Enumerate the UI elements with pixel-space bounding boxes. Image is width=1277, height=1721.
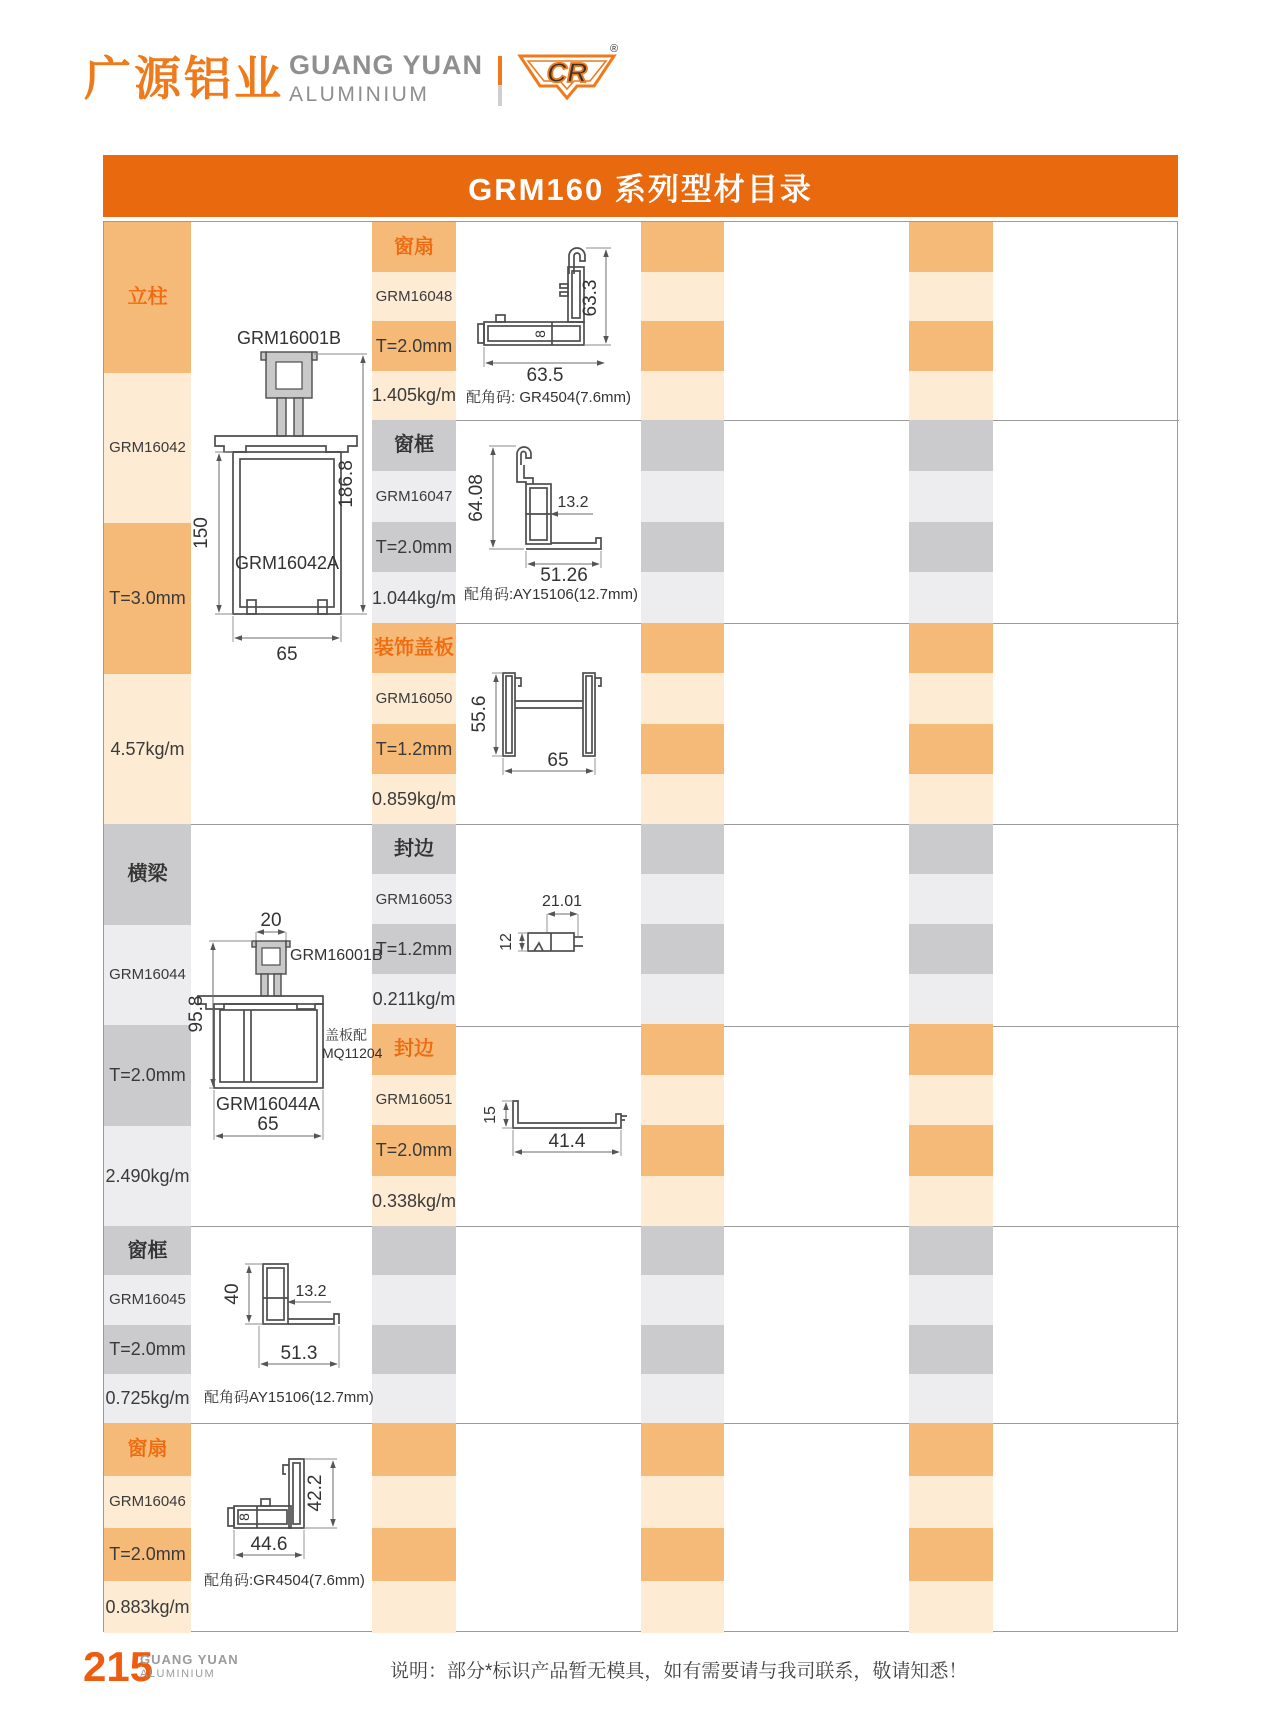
- label-column-3: [641, 222, 724, 1631]
- drawing-grm16045: [191, 1226, 372, 1423]
- dim-height: 15: [482, 1106, 499, 1124]
- section-thickness: T=1.2mm: [372, 724, 456, 774]
- page-number: 215: [83, 1643, 154, 1690]
- section-code: GRM16051: [372, 1075, 456, 1126]
- footer-note: 说明：部分*标识产品暂无模具，如有需要请与我司联系，敬请知悉！: [390, 1661, 968, 1682]
- section-weight: 0.211kg/m: [372, 974, 456, 1024]
- dim-width: 65: [257, 1114, 279, 1135]
- section-code: GRM16044: [104, 925, 191, 1026]
- corner-code-note: 配角码:AY15106(12.7mm): [464, 586, 638, 603]
- section-title: 窗框: [104, 1226, 191, 1275]
- dim-height-body: 150: [191, 517, 212, 549]
- corner-code-note: 配角码AY15106(12.7mm): [204, 1389, 374, 1406]
- section-weight: 0.725kg/m: [104, 1374, 191, 1423]
- col2-section-empty-2: [372, 1423, 456, 1633]
- dim-width: 51.3: [280, 1343, 318, 1364]
- brand-logo-en-secondary: ALUMINIUM: [289, 83, 430, 106]
- section-title: 窗扇: [104, 1423, 191, 1476]
- drawing-body-label: GRM16044A: [215, 1094, 321, 1114]
- section-code: GRM16048: [372, 272, 456, 322]
- col2-section-fengbian-2: [372, 1024, 456, 1226]
- catalog-table: [103, 221, 1178, 1632]
- section-code: GRM16045: [104, 1275, 191, 1324]
- drawing-grm16046: [191, 1423, 372, 1633]
- section-thickness: T=2.0mm: [372, 1125, 456, 1176]
- cover-note-line1: 盖板配: [325, 1027, 367, 1043]
- brand-logo-en-primary: GUANG YUAN: [289, 50, 484, 80]
- drawing-grm16051: [456, 1026, 641, 1228]
- corner-code-note: 配角码:GR4504(7.6mm): [204, 1572, 365, 1589]
- drawing-top-label: GRM16001B: [290, 947, 383, 964]
- col2-section-empty-1: [372, 1226, 456, 1423]
- section-weight: 0.859kg/m: [372, 774, 456, 824]
- dim-height-total: 186.8: [336, 460, 357, 508]
- section-weight: 4.57kg/m: [104, 674, 191, 825]
- section-title: 立柱: [104, 222, 191, 373]
- section-code: GRM16053: [372, 874, 456, 924]
- dim-height: 63.3: [580, 279, 601, 317]
- section-title: 装饰盖板: [372, 623, 456, 673]
- dim-width: 51.26: [540, 565, 588, 586]
- section-thickness: T=2.0mm: [104, 1325, 191, 1374]
- section-code: GRM16047: [372, 471, 456, 522]
- col1-section-chuangshan: [104, 1423, 191, 1633]
- cr-logo-icon: [517, 44, 617, 110]
- dim-width: 63.5: [526, 365, 564, 386]
- dim-box-width: 13.2: [295, 1283, 327, 1300]
- section-title: 窗框: [372, 420, 456, 471]
- label-column-2: [372, 222, 456, 1631]
- section-weight: 1.044kg/m: [372, 572, 456, 623]
- corner-code-note: 配角码: GR4504(7.6mm): [466, 389, 632, 406]
- section-weight: 1.405kg/m: [372, 371, 456, 421]
- section-weight: 0.883kg/m: [104, 1581, 191, 1634]
- drawing-body-label: GRM16042A: [234, 553, 340, 573]
- catalog-title: GRM160 系列型材目录: [103, 155, 1178, 217]
- dim-width: 65: [547, 750, 569, 771]
- registered-mark: ®: [609, 43, 619, 55]
- section-title: 窗扇: [372, 222, 456, 272]
- col2-section-zhuangshigaiban: [372, 623, 456, 824]
- section-weight: 0.338kg/m: [372, 1176, 456, 1227]
- label-column-1: [104, 222, 191, 1631]
- drawing-top-label: GRM16001B: [236, 328, 342, 348]
- section-title: 封边: [372, 1024, 456, 1075]
- dim-height: 95.8: [186, 995, 207, 1033]
- dim-box-width: 13.2: [557, 494, 589, 511]
- dim-height: 55.6: [469, 695, 490, 733]
- dim-height: 12: [498, 933, 515, 951]
- dim-width: 65: [276, 644, 298, 665]
- brand-logo-cn: 广源铝业: [84, 52, 284, 105]
- footer-brand-en-primary: GUANG YUAN: [140, 1652, 239, 1667]
- section-code: GRM16050: [372, 673, 456, 723]
- section-weight: 2.490kg/m: [104, 1126, 191, 1227]
- col2-section-chuangshan: [372, 222, 456, 420]
- dim-inner: 8: [236, 1513, 252, 1521]
- footer-brand-en-secondary: ALUMINIUM: [140, 1668, 216, 1680]
- dim-cap-width: 20: [260, 910, 282, 931]
- dim-height: 64.08: [466, 474, 487, 522]
- drawing-grm16048: [456, 222, 641, 420]
- section-thickness: T=2.0mm: [372, 321, 456, 371]
- section-thickness: T=1.2mm: [372, 924, 456, 974]
- col1-section-chuangkuang: [104, 1226, 191, 1423]
- col1-section-lizhu: [104, 222, 191, 824]
- label-column-4: [909, 222, 993, 1631]
- col2-section-fengbian-1: [372, 824, 456, 1024]
- section-code: GRM16046: [104, 1476, 191, 1529]
- cr-logo-text: CR: [546, 57, 588, 88]
- drawing-grm16047: [456, 420, 641, 623]
- catalog-section: [103, 155, 1178, 1632]
- section-thickness: T=2.0mm: [104, 1528, 191, 1581]
- dim-height: 40: [222, 1283, 243, 1305]
- drawing-grm16042: [191, 222, 372, 824]
- drawing-grm16050: [456, 623, 641, 824]
- section-title: 封边: [372, 824, 456, 874]
- section-thickness: T=2.0mm: [104, 1025, 191, 1126]
- brand-divider: [498, 56, 502, 106]
- drawing-grm16044: [186, 824, 383, 1226]
- section-code: GRM16042: [104, 373, 191, 524]
- cover-note-line2: MQ11204: [322, 1045, 383, 1061]
- dim-width: 21.01: [541, 893, 583, 910]
- dim-inner: 8: [532, 330, 548, 338]
- dim-height: 42.2: [305, 1474, 326, 1512]
- drawing-grm16053: [456, 824, 641, 1024]
- col2-section-chuangkuang: [372, 420, 456, 623]
- dim-width: 41.4: [548, 1131, 586, 1152]
- section-thickness: T=2.0mm: [372, 522, 456, 573]
- col1-section-hengliang: [104, 824, 191, 1226]
- section-thickness: T=3.0mm: [104, 523, 191, 674]
- section-title: 横梁: [104, 824, 191, 925]
- dim-width: 44.6: [250, 1534, 288, 1555]
